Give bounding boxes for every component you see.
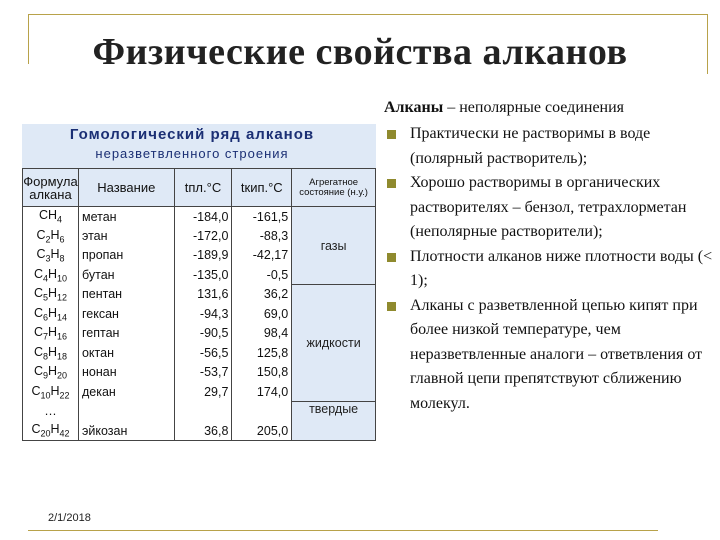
cell-boiling-point: -161,5 — [232, 207, 292, 227]
cell-formula: $C_9H_{20}$ — [23, 363, 79, 383]
cell-formula: $C_8H_{18}$ — [23, 343, 79, 363]
table-row — [23, 402, 376, 422]
table-caption — [22, 124, 376, 168]
cell-state: твердые — [292, 402, 376, 441]
cell-formula: $C_5H_{12}$ — [23, 285, 79, 305]
bullet-text: Алканы с разветвленной цепью кипят при более низкой температуре, чем неразветвленные аналоги – ответвления от главной цепи препятствуют сближению молекул. — [410, 296, 703, 412]
list-item — [384, 122, 714, 171]
header-formula: Формула алкана — [23, 169, 79, 207]
cell-melting-point: 29,7 — [174, 382, 232, 402]
cell-melting-point: -53,7 — [174, 363, 232, 383]
slide-date: 2/1/2018 — [48, 512, 91, 524]
cell-formula: $CH_4$ — [23, 207, 79, 227]
cell-name: метан — [78, 207, 174, 227]
cell-boiling-point: 36,2 — [232, 285, 292, 305]
header-state: Агрегатное состояние (н.у.) — [292, 169, 376, 207]
cell-melting-point: -56,5 — [174, 343, 232, 363]
list-item — [384, 245, 714, 294]
cell-formula: $C_7H_{16}$ — [23, 324, 79, 344]
cell-name: гептан — [78, 324, 174, 344]
bullet-text: Плотности алканов ниже плотности воды (< 1); — [410, 247, 713, 289]
cell-formula: $C_6H_{14}$ — [23, 304, 79, 324]
intro-bold: Алканы — [384, 99, 444, 116]
header-melting-point: tпл.°С — [174, 169, 232, 207]
properties-list — [384, 122, 714, 416]
slide-title: Физические свойства алканов — [92, 31, 628, 73]
cell-state: жидкости — [292, 285, 376, 402]
cell-name: октан — [78, 343, 174, 363]
bullet-text: Практически не растворимы в воде (полярный растворитель); — [410, 125, 651, 167]
cell-name: этан — [78, 226, 174, 246]
cell-name: эйкозан — [78, 421, 174, 441]
cell-melting-point: 36,8 — [174, 421, 232, 441]
cell-boiling-point: 125,8 — [232, 343, 292, 363]
cell-boiling-point: -88,3 — [232, 226, 292, 246]
cell-boiling-point: 98,4 — [232, 324, 292, 344]
cell-formula: $C_2H_6$ — [23, 226, 79, 246]
bullet-square-icon — [387, 253, 396, 262]
header-boiling-point: tкип.°С — [232, 169, 292, 207]
intro-line — [384, 98, 714, 118]
frame-top-line — [28, 14, 708, 15]
list-item — [384, 171, 714, 245]
table-caption-line2: неразветвленного строения — [95, 146, 289, 161]
cell-name — [78, 402, 174, 422]
cell-melting-point — [174, 402, 232, 422]
cell-boiling-point — [232, 402, 292, 422]
frame-bottom-line — [28, 530, 658, 531]
list-item — [384, 294, 714, 417]
alkanes-table — [22, 168, 376, 441]
table-row — [23, 207, 376, 227]
cell-boiling-point: -0,5 — [232, 265, 292, 285]
cell-name: декан — [78, 382, 174, 402]
cell-boiling-point: 150,8 — [232, 363, 292, 383]
cell-name: гексан — [78, 304, 174, 324]
table-body — [23, 207, 376, 441]
cell-name: бутан — [78, 265, 174, 285]
cell-state: газы — [292, 207, 376, 285]
cell-formula: $C_3H_8$ — [23, 246, 79, 266]
table-row — [23, 285, 376, 305]
table-caption-line1: Гомологический ряд алканов — [69, 126, 315, 143]
cell-melting-point: -189,9 — [174, 246, 232, 266]
cell-melting-point: -184,0 — [174, 207, 232, 227]
cell-melting-point: -172,0 — [174, 226, 232, 246]
cell-name: нонан — [78, 363, 174, 383]
bullet-square-icon — [387, 130, 396, 139]
cell-melting-point: -94,3 — [174, 304, 232, 324]
cell-name: пропан — [78, 246, 174, 266]
cell-boiling-point: -42,17 — [232, 246, 292, 266]
alkanes-table-figure — [22, 124, 376, 442]
cell-boiling-point: 69,0 — [232, 304, 292, 324]
cell-formula: $C_4H_{10}$ — [23, 265, 79, 285]
intro-rest: – неполярные соединения — [443, 99, 625, 116]
cell-melting-point: -90,5 — [174, 324, 232, 344]
bullet-square-icon — [387, 302, 396, 311]
cell-melting-point: -135,0 — [174, 265, 232, 285]
bullet-square-icon — [387, 179, 396, 188]
cell-name: пентан — [78, 285, 174, 305]
cell-formula: $C_{10}H_{22}$ — [23, 382, 79, 402]
cell-boiling-point: 174,0 — [232, 382, 292, 402]
bullet-text: Хорошо растворимы в органических растворителях – бензол, тетрахлорметан (неполярные растворители); — [410, 174, 687, 240]
cell-formula: $C_{20}H_{42}$ — [23, 421, 79, 441]
cell-melting-point: 131,6 — [174, 285, 232, 305]
header-name: Название — [78, 169, 174, 207]
cell-formula: … — [23, 402, 79, 422]
cell-boiling-point: 205,0 — [232, 421, 292, 441]
